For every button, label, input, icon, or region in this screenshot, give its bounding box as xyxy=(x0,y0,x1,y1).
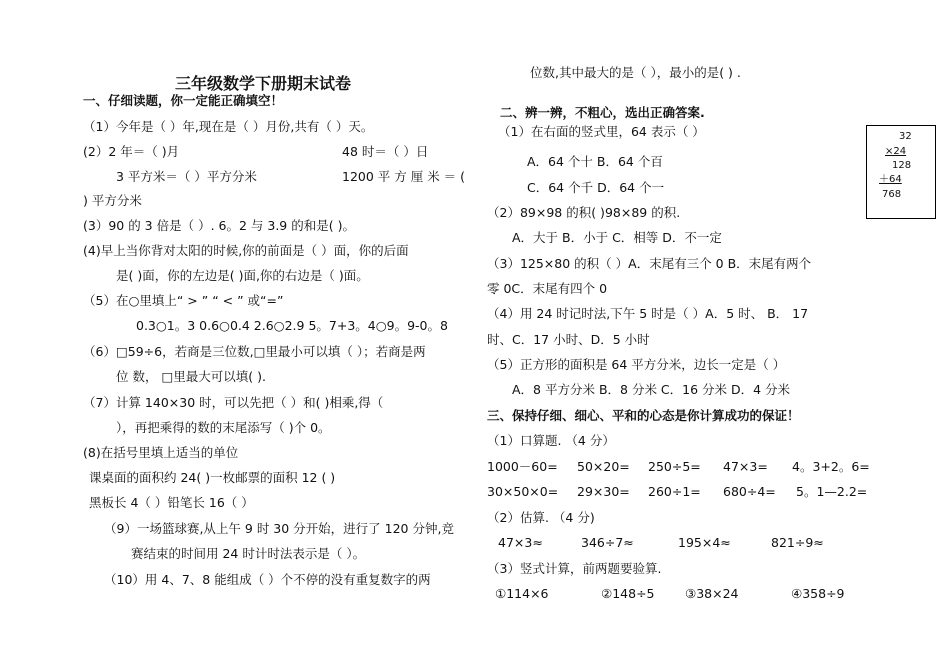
question-1-2c: 3 平方米＝（ ）平方分米 xyxy=(116,169,257,184)
oral-calc-5: 4。3+2。6= xyxy=(792,459,870,474)
oral-calc-10: 5。1—2.2= xyxy=(796,484,868,499)
question-3-3: （3）竖式计算，前两题要验算. xyxy=(487,561,662,576)
section-2-heading: 二、辨一辨，不粗心，选出正确答案. xyxy=(500,105,705,120)
vertical-calc-3: ③38×24 xyxy=(685,586,739,601)
question-1-9b: 赛结束的时间用 24 时计时法表示是（ ）。 xyxy=(131,546,366,561)
oral-calc-2: 50×20= xyxy=(577,459,630,474)
question-1-10-cont: 位数,其中最大的是（ ），最小的是( ) . xyxy=(530,65,741,80)
question-2-2: （2）89×98 的积( )98×89 的积. xyxy=(487,205,681,220)
oral-calc-4: 47×3= xyxy=(723,459,768,474)
box-line-4: ＋64 xyxy=(879,174,902,185)
question-1-4b: 是( )面，你的左边是( )面,你的右边是（ )面。 xyxy=(116,268,369,283)
page-title: 三年级数学下册期末试卷 xyxy=(175,74,352,93)
question-2-2-options: A．大于 B．小于 C．相等 D．不一定 xyxy=(512,230,722,245)
question-1-2d: 1200 平 方 厘 米 ＝ ( xyxy=(342,169,466,184)
box-line-2: ×24 xyxy=(885,146,907,157)
oral-calc-3: 250÷5= xyxy=(648,459,701,474)
vertical-multiplication-box xyxy=(866,125,936,219)
oral-calc-9: 680÷4= xyxy=(723,484,776,499)
question-3-1: （1）口算题. （4 分） xyxy=(487,433,615,448)
estimate-4: 821÷9≈ xyxy=(771,535,824,550)
question-1-2b: 48 时＝（ ）日 xyxy=(342,144,429,159)
oral-calc-7: 29×30= xyxy=(577,484,630,499)
question-1-5-items: 0.3○1。3 0.6○0.4 2.6○2.9 5。7+3。4○9。9-0。8 xyxy=(136,318,448,333)
question-1-2a: (2）2 年＝（ )月 xyxy=(83,144,180,159)
vertical-calc-4: ④358÷9 xyxy=(791,586,845,601)
question-2-4a: （4）用 24 时记时法,下午 5 时是（ ）A．5 时、 B． 17 xyxy=(487,306,809,321)
question-1-8b: 黑板长 4（ ）铅笔长 16（ ） xyxy=(89,495,254,510)
estimate-1: 47×3≈ xyxy=(498,535,543,550)
question-1-2e: ) 平方分米 xyxy=(83,193,142,208)
question-1-9a: （9）一场篮球赛,从上午 9 时 30 分开始，进行了 120 分钟,竞 xyxy=(104,521,454,536)
question-1-7a: （7）计算 140×30 时，可以先把（ ）和( )相乘,得（ xyxy=(83,395,384,410)
question-1-8a: 课桌面的面积约 24( )一枚邮票的面积 12 ( ) xyxy=(89,470,336,485)
question-2-5: （5）正方形的面积是 64 平方分米，边长一定是（ ） xyxy=(487,357,786,372)
vertical-calc-2: ②148÷5 xyxy=(601,586,655,601)
question-1-6a: （6）□59÷6，若商是三位数,□里最小可以填（ ）；若商是两 xyxy=(83,344,426,359)
section-3-heading: 三、保持仔细、细心、平和的心态是你计算成功的保证！ xyxy=(487,408,800,423)
question-1-1: （1）今年是（ ）年,现在是（ ）月份,共有（ ）天。 xyxy=(83,119,374,134)
question-1-10: （10）用 4、7、8 能组成（ ）个不停的没有重复数字的两 xyxy=(104,572,431,587)
question-1-7b: ），再把乘得的数的末尾添写（ )个 0。 xyxy=(116,420,331,435)
question-3-2: （2）估算. （4 分) xyxy=(487,510,595,525)
question-2-5-options: A．8 平方分米 B．8 分米 C．16 分米 D．4 分米 xyxy=(512,382,791,397)
section-1-heading: 一、仔细读题，你一定能正确填空！ xyxy=(83,93,284,108)
question-2-3b: 零 0C．末尾有四个 0 xyxy=(487,281,608,296)
question-1-3: (3）90 的 3 倍是（ ）. 6。2 与 3.9 的和是( )。 xyxy=(83,218,355,233)
oral-calc-6: 30×50×0= xyxy=(487,484,559,499)
question-2-1-options-cd: C．64 个千 D．64 个一 xyxy=(527,180,665,195)
box-line-3: 128 xyxy=(892,160,912,171)
question-1-4a: (4)早上当你背对太阳的时候,你的前面是（ ）面，你的后面 xyxy=(83,243,409,258)
vertical-calc-1: ①114×6 xyxy=(495,586,549,601)
question-2-3a: （3）125×80 的积（ ）A．末尾有三个 0 B．末尾有两个 xyxy=(487,256,812,271)
question-1-5: （5）在○里填上“ > ” “ < ” 或“=” xyxy=(83,293,284,308)
question-2-1-options-ab: A．64 个十 B．64 个百 xyxy=(527,154,663,169)
oral-calc-8: 260÷1= xyxy=(648,484,701,499)
question-2-1: （1）在右面的竖式里，64 表示（ ） xyxy=(498,124,705,139)
question-1-6b: 位 数， □里最大可以填( ). xyxy=(116,369,266,384)
question-2-4b: 时、C．17 小时、D．5 小时 xyxy=(487,332,650,347)
oral-calc-1: 1000－60= xyxy=(487,459,558,474)
estimate-2: 346÷7≈ xyxy=(581,535,634,550)
box-line-1: 32 xyxy=(899,131,912,142)
question-1-8: (8)在括号里填上适当的单位 xyxy=(83,445,239,460)
box-line-5: 768 xyxy=(882,189,902,200)
estimate-3: 195×4≈ xyxy=(678,535,731,550)
